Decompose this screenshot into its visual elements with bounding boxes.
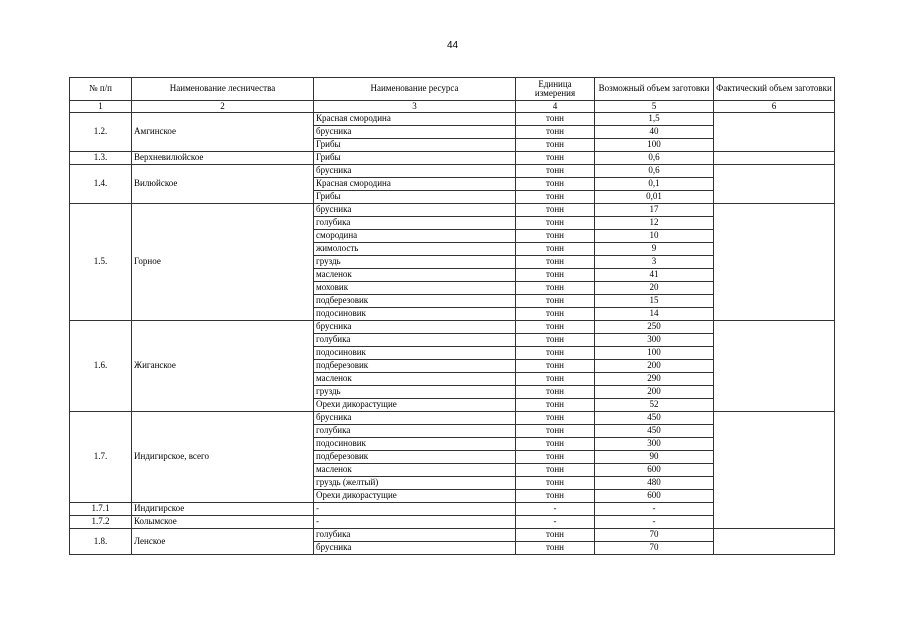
- row-number-cell: 1.7.1: [70, 503, 132, 516]
- possible-volume-cell: 12: [595, 217, 714, 230]
- resource-name-cell: груздь: [314, 386, 516, 399]
- resource-name-cell: масленок: [314, 269, 516, 282]
- possible-volume-cell: 41: [595, 269, 714, 282]
- resource-name-cell: смородина: [314, 230, 516, 243]
- page-number: 44: [446, 40, 459, 51]
- possible-volume-cell: 20: [595, 282, 714, 295]
- resource-name-cell: Грибы: [314, 191, 516, 204]
- possible-volume-cell: 100: [595, 347, 714, 360]
- forestry-name-cell: Амгинское: [132, 113, 314, 152]
- actual-volume-cell: [714, 113, 835, 152]
- unit-cell: тонн: [516, 308, 595, 321]
- possible-volume-cell: 300: [595, 334, 714, 347]
- unit-cell: тонн: [516, 399, 595, 412]
- resource-name-cell: масленок: [314, 373, 516, 386]
- unit-cell: тонн: [516, 269, 595, 282]
- possible-volume-cell: 450: [595, 425, 714, 438]
- actual-volume-cell: [714, 165, 835, 204]
- unit-cell: тонн: [516, 451, 595, 464]
- resource-name-cell: -: [314, 503, 516, 516]
- unit-cell: тонн: [516, 126, 595, 139]
- header-resource: Наименование ресурса: [314, 78, 516, 101]
- unit-cell: тонн: [516, 347, 595, 360]
- resource-name-cell: Красная смородина: [314, 113, 516, 126]
- resource-name-cell: груздь: [314, 256, 516, 269]
- unit-cell: тонн: [516, 542, 595, 555]
- unit-cell: -: [516, 516, 595, 529]
- resource-name-cell: Грибы: [314, 139, 516, 152]
- unit-cell: тонн: [516, 412, 595, 425]
- unit-cell: тонн: [516, 360, 595, 373]
- unit-cell: тонн: [516, 477, 595, 490]
- resource-name-cell: брусника: [314, 412, 516, 425]
- table-row: [70, 152, 835, 165]
- resource-name-cell: подберезовик: [314, 360, 516, 373]
- header-row: [70, 78, 835, 101]
- column-number: 5: [595, 101, 714, 113]
- unit-cell: тонн: [516, 152, 595, 165]
- unit-cell: тонн: [516, 256, 595, 269]
- resource-name-cell: брусника: [314, 204, 516, 217]
- header-actual-volume: Фактический объем заготовки: [714, 78, 835, 101]
- table-row: [70, 529, 835, 542]
- table-row: [70, 165, 835, 178]
- forestry-name-cell: Горное: [132, 204, 314, 321]
- unit-cell: тонн: [516, 191, 595, 204]
- actual-volume-cell: [714, 529, 835, 555]
- unit-cell: тонн: [516, 295, 595, 308]
- column-number: 1: [70, 101, 132, 113]
- possible-volume-cell: 600: [595, 464, 714, 477]
- unit-cell: тонн: [516, 529, 595, 542]
- resource-name-cell: голубика: [314, 529, 516, 542]
- resource-name-cell: масленок: [314, 464, 516, 477]
- possible-volume-cell: 40: [595, 126, 714, 139]
- possible-volume-cell: 450: [595, 412, 714, 425]
- possible-volume-cell: 0,6: [595, 152, 714, 165]
- resource-name-cell: жимолость: [314, 243, 516, 256]
- unit-cell: тонн: [516, 464, 595, 477]
- possible-volume-cell: 3: [595, 256, 714, 269]
- unit-cell: тонн: [516, 425, 595, 438]
- forestry-name-cell: Ленское: [132, 529, 314, 555]
- resource-name-cell: Орехи дикорастущие: [314, 490, 516, 503]
- table-row: [70, 412, 835, 425]
- unit-cell: тонн: [516, 139, 595, 152]
- possible-volume-cell: 250: [595, 321, 714, 334]
- resource-name-cell: подберезовик: [314, 451, 516, 464]
- resource-name-cell: подберезовик: [314, 295, 516, 308]
- resource-name-cell: брусника: [314, 542, 516, 555]
- forestry-name-cell: Колымское: [132, 516, 314, 529]
- row-number-cell: 1.7.: [70, 412, 132, 503]
- table-body: [70, 113, 835, 555]
- actual-volume-cell: [714, 321, 835, 412]
- resource-name-cell: голубика: [314, 334, 516, 347]
- forestry-name-cell: Жиганское: [132, 321, 314, 412]
- possible-volume-cell: 90: [595, 451, 714, 464]
- resource-name-cell: подосиновик: [314, 347, 516, 360]
- row-number-cell: 1.2.: [70, 113, 132, 152]
- resource-name-cell: подосиновик: [314, 438, 516, 451]
- possible-volume-cell: 1,5: [595, 113, 714, 126]
- resource-name-cell: голубика: [314, 425, 516, 438]
- actual-volume-cell: [714, 152, 835, 165]
- unit-cell: тонн: [516, 204, 595, 217]
- column-number: 2: [132, 101, 314, 113]
- possible-volume-cell: 290: [595, 373, 714, 386]
- header-num: № п/п: [70, 78, 132, 101]
- row-number-cell: 1.3.: [70, 152, 132, 165]
- resource-name-cell: брусника: [314, 321, 516, 334]
- possible-volume-cell: 15: [595, 295, 714, 308]
- possible-volume-cell: 600: [595, 490, 714, 503]
- possible-volume-cell: -: [595, 516, 714, 529]
- unit-cell: тонн: [516, 165, 595, 178]
- resource-name-cell: брусника: [314, 165, 516, 178]
- possible-volume-cell: 10: [595, 230, 714, 243]
- forestry-name-cell: Верхневилюйское: [132, 152, 314, 165]
- forestry-name-cell: Вилюйское: [132, 165, 314, 204]
- possible-volume-cell: 100: [595, 139, 714, 152]
- row-number-cell: 1.8.: [70, 529, 132, 555]
- actual-volume-cell: [714, 204, 835, 321]
- header-possible-volume: Возможный объем заготовки: [595, 78, 714, 101]
- unit-cell: тонн: [516, 334, 595, 347]
- possible-volume-cell: 9: [595, 243, 714, 256]
- forest-resources-table: [69, 77, 835, 555]
- column-number: 3: [314, 101, 516, 113]
- unit-cell: -: [516, 503, 595, 516]
- possible-volume-cell: 0,01: [595, 191, 714, 204]
- unit-cell: тонн: [516, 178, 595, 191]
- possible-volume-cell: 480: [595, 477, 714, 490]
- unit-cell: тонн: [516, 282, 595, 295]
- unit-cell: тонн: [516, 321, 595, 334]
- resource-name-cell: Орехи дикорастущие: [314, 399, 516, 412]
- row-number-cell: 1.6.: [70, 321, 132, 412]
- header-unit: Единица измерения: [516, 78, 595, 101]
- possible-volume-cell: 200: [595, 360, 714, 373]
- actual-volume-cell: [714, 412, 835, 529]
- row-number-cell: 1.4.: [70, 165, 132, 204]
- resource-name-cell: голубика: [314, 217, 516, 230]
- unit-cell: тонн: [516, 490, 595, 503]
- table-row: [70, 113, 835, 126]
- unit-cell: тонн: [516, 217, 595, 230]
- possible-volume-cell: 0,6: [595, 165, 714, 178]
- forestry-name-cell: Индигирское: [132, 503, 314, 516]
- resource-name-cell: подосиновик: [314, 308, 516, 321]
- unit-cell: тонн: [516, 230, 595, 243]
- unit-cell: тонн: [516, 386, 595, 399]
- column-number: 6: [714, 101, 835, 113]
- table-row: [70, 204, 835, 217]
- possible-volume-cell: 70: [595, 542, 714, 555]
- row-number-cell: 1.5.: [70, 204, 132, 321]
- resource-name-cell: груздь (желтый): [314, 477, 516, 490]
- possible-volume-cell: 14: [595, 308, 714, 321]
- possible-volume-cell: 0,1: [595, 178, 714, 191]
- possible-volume-cell: 70: [595, 529, 714, 542]
- resource-name-cell: Красная смородина: [314, 178, 516, 191]
- unit-cell: тонн: [516, 438, 595, 451]
- possible-volume-cell: 17: [595, 204, 714, 217]
- forestry-name-cell: Индигирское, всего: [132, 412, 314, 503]
- resource-name-cell: Грибы: [314, 152, 516, 165]
- unit-cell: тонн: [516, 113, 595, 126]
- row-number-cell: 1.7.2: [70, 516, 132, 529]
- resource-name-cell: моховик: [314, 282, 516, 295]
- possible-volume-cell: 200: [595, 386, 714, 399]
- column-number: 4: [516, 101, 595, 113]
- column-numbers-row: [70, 101, 835, 113]
- unit-cell: тонн: [516, 243, 595, 256]
- possible-volume-cell: 300: [595, 438, 714, 451]
- header-forestry: Наименование лесничества: [132, 78, 314, 101]
- table-row: [70, 321, 835, 334]
- possible-volume-cell: 52: [595, 399, 714, 412]
- resource-name-cell: брусника: [314, 126, 516, 139]
- possible-volume-cell: -: [595, 503, 714, 516]
- resource-name-cell: -: [314, 516, 516, 529]
- unit-cell: тонн: [516, 373, 595, 386]
